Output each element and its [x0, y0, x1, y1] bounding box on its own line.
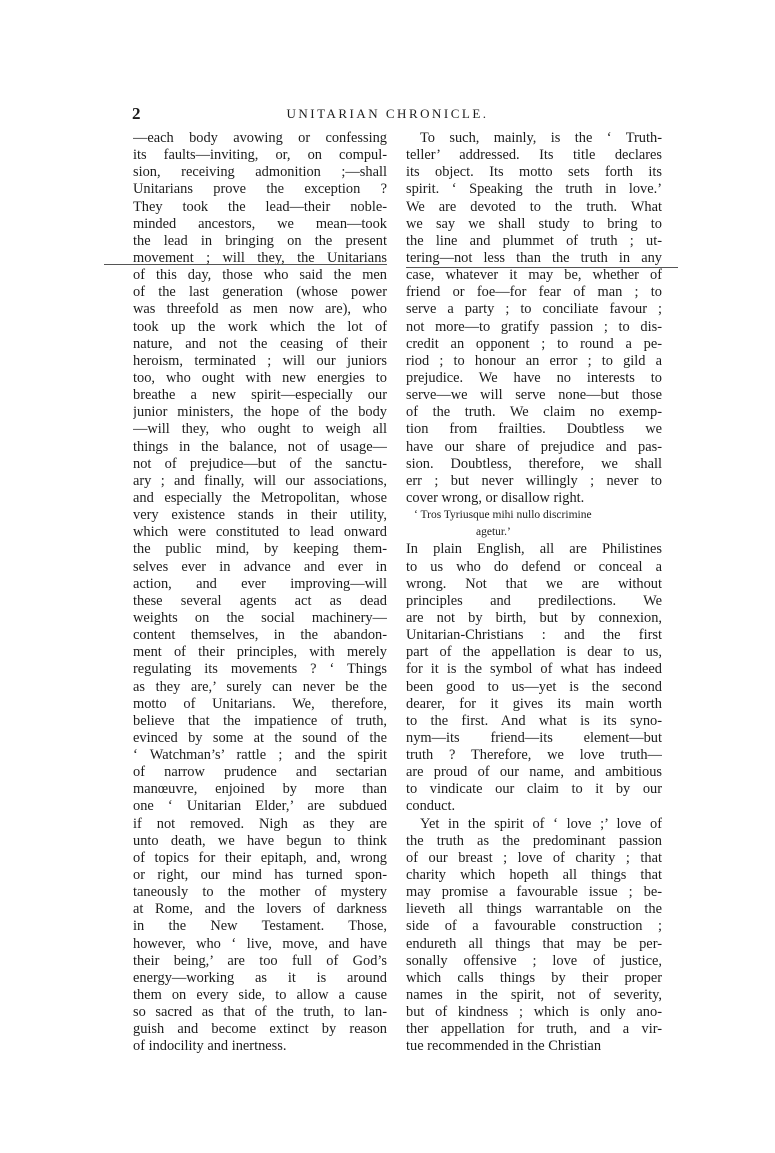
left-column-line: evinced by some at the sound of the	[133, 729, 387, 746]
right-column-line: credit an opponent ; to round a pe-	[406, 335, 662, 352]
right-column-line: truth ? Therefore, we love truth—	[406, 747, 662, 764]
left-column-line: things in the balance, not of usage—	[133, 438, 387, 455]
page-header	[0, 104, 775, 126]
printed-rule-left	[104, 264, 387, 265]
left-column-line: and especially the Metropolitan, whose	[133, 489, 387, 506]
right-column-line: are not by birth, but by connexion,	[406, 609, 662, 626]
right-column-line: we say we shall study to bring to	[406, 215, 662, 232]
right-column-line: serve—we will serve none—but those	[406, 387, 662, 404]
right-column-line: ‘ Tros Tyriusque mihi nullo discrimine	[414, 509, 592, 522]
left-column-line: not of prejudice—but of the sanctu-	[133, 455, 387, 472]
left-column-line: of narrow prudence and sectarian	[133, 764, 387, 781]
right-column-line: wrong. Not that we are without	[406, 575, 662, 592]
right-column-line: riod ; to honour an error ; to gild a	[406, 352, 662, 369]
right-column-line: been good to us—yet is the second	[406, 678, 662, 695]
right-column-line: the truth as the predominant passion	[406, 832, 662, 849]
left-column-line: its faults—inviting, or, on compul-	[133, 147, 387, 164]
right-column-line: conduct.	[406, 798, 456, 815]
left-column-line: action, and ever improving—will	[133, 575, 387, 592]
left-column-line: them on every side, to allow a cause	[133, 987, 387, 1004]
right-column-line: are proud of our name, and ambitious	[406, 764, 662, 781]
right-column-line: ther appellation for truth, and a vir-	[406, 1021, 662, 1038]
right-column-line: to the first. And what is its syno-	[406, 712, 662, 729]
left-column-line: —each body avowing or confessing	[133, 130, 387, 146]
page-number: 2	[132, 104, 141, 123]
left-column-line: movement ; will they, the Unitarians	[133, 249, 387, 266]
left-column-line: energy—working as it is around	[133, 969, 387, 986]
right-column-line: principles and predilections. We	[406, 592, 662, 609]
right-column-line: friend or foe—for fear of man ; to	[406, 284, 662, 301]
right-column-line: spirit. ‘ Speaking the truth in love.’	[406, 181, 662, 198]
left-column-line: or right, our mind has turned spon-	[133, 867, 387, 884]
left-column-line: minded ancestors, we mean—took	[133, 215, 387, 232]
right-column-line: sion. Doubtless, therefore, we shall	[406, 455, 662, 472]
left-column-line: however, who ‘ live, move, and have	[133, 935, 387, 952]
right-column-line: teller’ addressed. Its title declares	[406, 147, 662, 164]
left-column-line: too, who ought with new energies to	[133, 369, 387, 386]
right-column-line: charity which hopeth all things that	[406, 867, 662, 884]
right-column-line: its object. Its motto sets forth its	[406, 164, 662, 181]
left-column-line: manœuvre, enjoined by more than	[133, 781, 387, 798]
right-column-line: for it is the symbol of what has indeed	[406, 661, 662, 678]
left-column-line: believe that the impatience of truth,	[133, 712, 387, 729]
left-column-line: at Rome, and the lovers of darkness	[133, 901, 387, 918]
left-column-line: sion, receiving admonition ;—shall	[133, 164, 387, 181]
right-column-line: tue recommended in the Christian	[406, 1038, 602, 1055]
left-column-line: if not removed. Nigh as they are	[133, 815, 387, 832]
left-column-line: ‘ Watchman’s’ rattle ; and the spirit	[133, 747, 387, 764]
left-column-line: was threefold as men now are), who	[133, 301, 387, 318]
left-column-line: of topics for their epitaph, and, wrong	[133, 849, 387, 866]
right-column-line: to vindicate our claim to it by our	[406, 781, 662, 798]
right-column-line: to us who do defend or conceal a	[406, 558, 662, 575]
left-column-line: taneously to the mother of mystery	[133, 884, 387, 901]
left-column-line: motto of Unitarians. We, therefore,	[133, 695, 387, 712]
right-column-line: Unitarian-Christians : and the first	[406, 627, 662, 644]
printed-rule-right	[406, 267, 678, 268]
left-column-line: regulating its movements ? ‘ Things	[133, 661, 387, 678]
left-column-line: the public mind, by keeping them-	[133, 541, 387, 558]
right-column-line: sonally offensive ; love of justice,	[406, 952, 662, 969]
left-column-line: heroism, terminated ; will our juniors	[133, 352, 387, 369]
right-column-line: but of kindness ; which is only ano-	[406, 1004, 662, 1021]
right-column-line: may promise a favourable issue ; be-	[406, 884, 662, 901]
left-column-line: Unitarians prove the exception ?	[133, 181, 387, 198]
left-column-line: the lead in bringing on the present	[133, 232, 387, 249]
left-column-line: junior ministers, the hope of the body	[133, 404, 387, 421]
right-column-line: prejudice. We have no interests to	[406, 369, 662, 386]
right-column-line: Yet in the spirit of ‘ love ;’ love of	[420, 815, 662, 832]
right-column-line: To such, mainly, is the ‘ Truth-	[420, 130, 662, 146]
right-column-line: nym—its friend—its element—but	[406, 729, 662, 746]
left-column-line: of the last generation (whose power	[133, 284, 387, 301]
left-column-line: ment of their principles, with merely	[133, 644, 387, 661]
left-column-line: selves ever in advance and ever in	[133, 558, 387, 575]
right-column-line: tering—not less than the truth in any	[406, 249, 662, 266]
left-column	[133, 130, 387, 1056]
right-column-line: of the truth. We claim no exemp-	[406, 404, 662, 421]
left-column-line: ary ; and finally, will our associations,	[133, 472, 387, 489]
running-title: UNITARIAN CHRONICLE.	[286, 106, 489, 121]
right-column-line: lieveth all things warrantable on the	[406, 901, 662, 918]
left-column-line: these several agents act as dead	[133, 592, 387, 609]
right-column	[406, 130, 662, 1056]
left-column-line: very existence stands in their utility,	[133, 507, 387, 524]
left-column-line: in the New Testament. Those,	[133, 918, 387, 935]
right-column-line: which calls things by their proper	[406, 969, 662, 986]
right-column-line: not more—to gratify passion ; to dis-	[406, 318, 662, 335]
right-column-line: endureth all things that may be per-	[406, 935, 662, 952]
left-column-line: of this day, those who said the men	[133, 267, 387, 284]
right-column-line: In plain English, all are Philistines	[406, 541, 662, 558]
left-column-line: content themselves, in the abandon-	[133, 627, 387, 644]
left-column-line: nature, and not the ceasing of their	[133, 335, 387, 352]
right-column-line: have our share of prejudice and pas-	[406, 438, 662, 455]
right-column-line: of our breast ; love of charity ; that	[406, 849, 662, 866]
right-column-line: tion from frailties. Doubtless we	[406, 421, 662, 438]
left-column-line: —will they, who ought to weigh all	[133, 421, 387, 438]
right-column-line: cover wrong, or disallow right.	[406, 489, 585, 506]
left-column-line: of indocility and inertness.	[133, 1038, 287, 1055]
right-column-line: case, whatever it may be, whether of	[406, 267, 662, 284]
right-column-line: We are devoted to the truth. What	[406, 198, 662, 215]
right-column-line: serve a party ; to conciliate favour ;	[406, 301, 662, 318]
left-column-line: one ‘ Unitarian Elder,’ are subdued	[133, 798, 387, 815]
left-column-line: breathe a new spirit—especially our	[133, 387, 387, 404]
left-column-line: They took the lead—their noble-	[133, 198, 387, 215]
left-column-line: guish and become extinct by reason	[133, 1021, 387, 1038]
right-column-line: the line and plummet of truth ; ut-	[406, 232, 662, 249]
right-column-line: names in the spirit, not of severity,	[406, 987, 662, 1004]
left-column-line: which were constituted to lead onward	[133, 524, 387, 541]
right-column-line: side of a favourable construction ;	[406, 918, 662, 935]
left-column-line: as they are,’ surely can never be the	[133, 678, 387, 695]
left-column-line: so sacred as that of the truth, to lan-	[133, 1004, 387, 1021]
right-column-line: err ; but never willingly ; never to	[406, 472, 662, 489]
left-column-line: unto death, we have begun to think	[133, 832, 387, 849]
right-column-line: part of the appellation is dear to us,	[406, 644, 662, 661]
left-column-line: their being,’ are too full of God’s	[133, 952, 387, 969]
right-column-line: dearer, for it gives its main worth	[406, 695, 662, 712]
left-column-line: weights on the social machinery—	[133, 609, 387, 626]
left-column-line: took up the work which the lot of	[133, 318, 387, 335]
right-column-line: agetur.’	[476, 526, 511, 539]
